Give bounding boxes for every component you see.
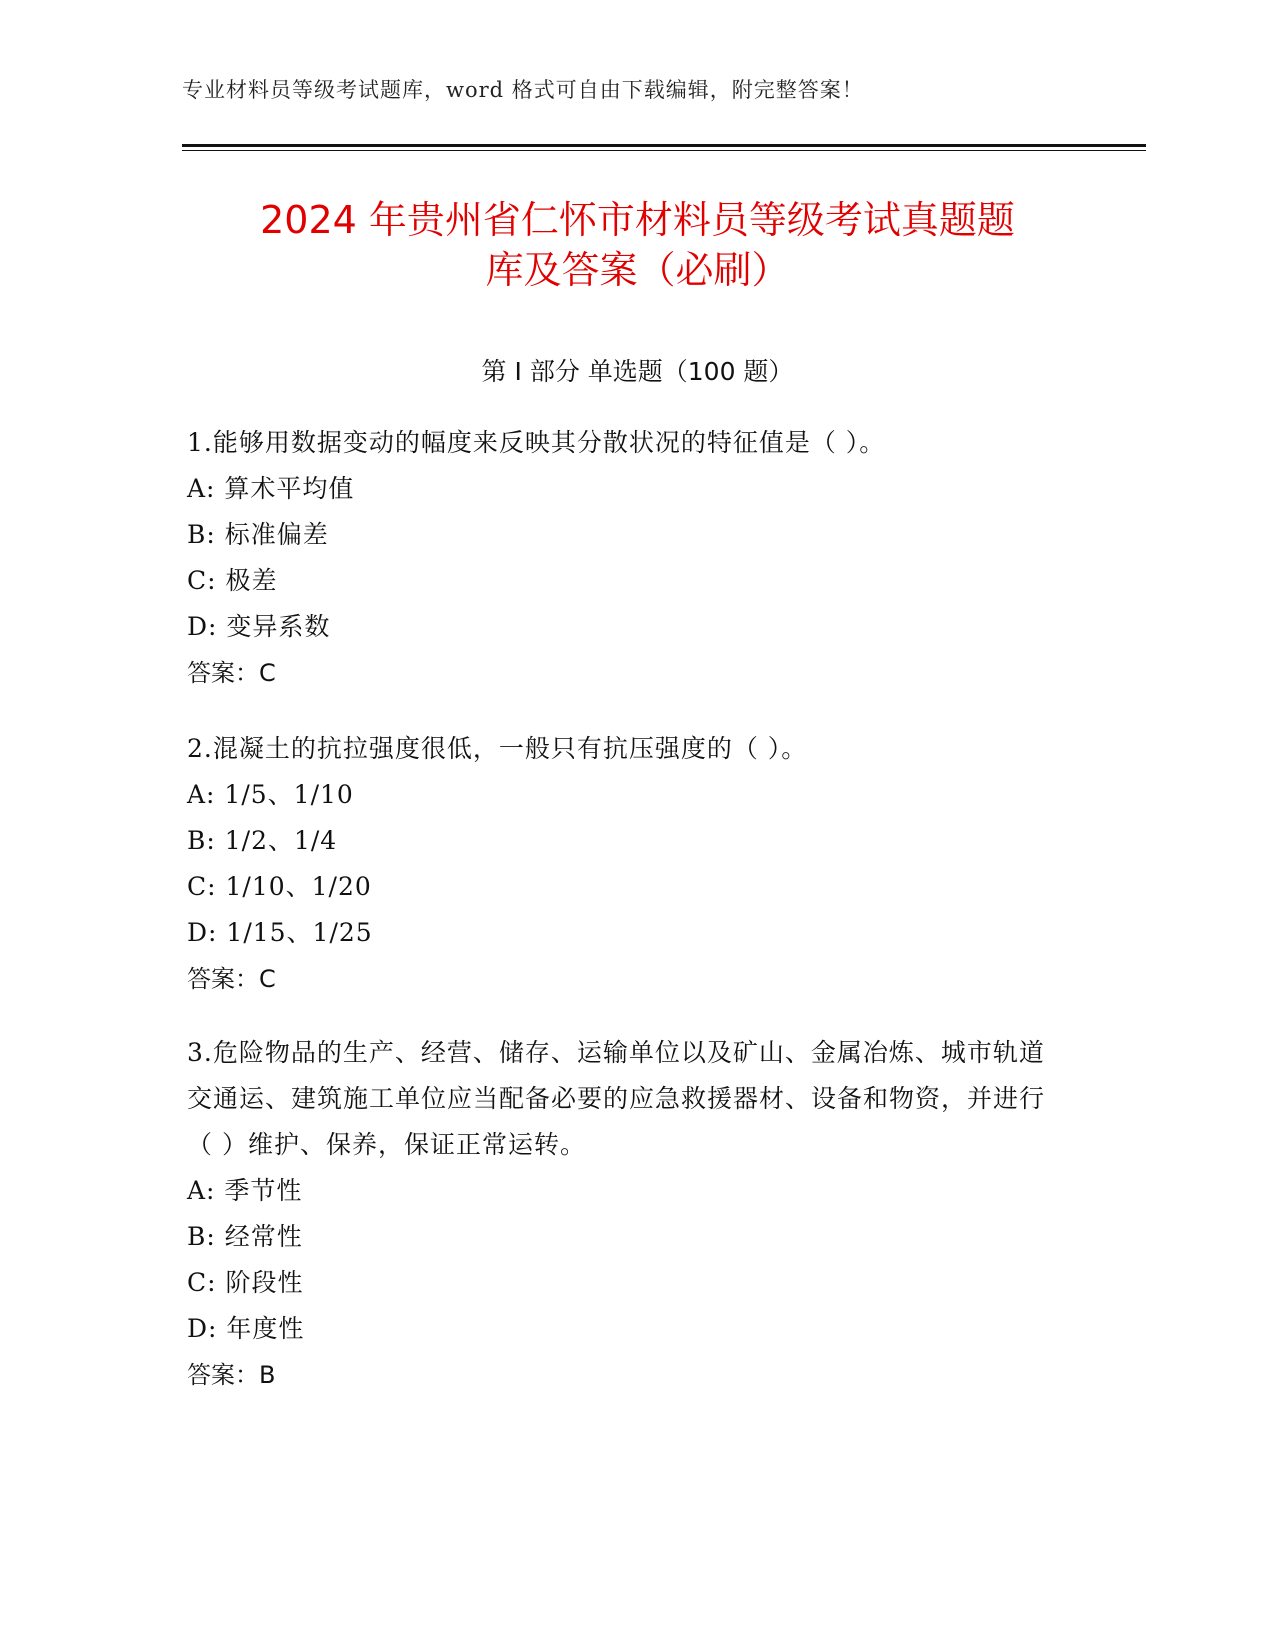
question-2 <box>187 726 1067 1002</box>
question-1 <box>187 420 1067 696</box>
answer: 答案：C <box>187 659 276 687</box>
option-d: D: 年度性 <box>187 1314 305 1343</box>
option-d: D: 变异系数 <box>187 612 331 641</box>
document-title-line-1: 2024 年贵州省仁怀市材料员等级考试真题题 <box>260 198 1015 242</box>
answer: 答案：C <box>187 965 276 993</box>
option-c: C: 极差 <box>187 566 278 595</box>
answer: 答案：B <box>187 1361 276 1389</box>
option-b: B: 经常性 <box>187 1222 303 1251</box>
header-note: 专业材料员等级考试题库，word 格式可自由下载编辑，附完整答案！ <box>182 78 864 102</box>
option-a: A: 算术平均值 <box>187 474 355 503</box>
question-stem: 2.混凝土的抗拉强度很低，一般只有抗压强度的（ ）。 <box>187 734 808 763</box>
option-a: A: 季节性 <box>187 1176 303 1205</box>
document-title <box>150 195 1125 295</box>
option-b: B: 1/2、1/4 <box>187 826 338 855</box>
section-title: 第 I 部分 单选题（100 题） <box>481 357 794 386</box>
option-c: C: 1/10、1/20 <box>187 872 372 901</box>
document-title-line-2: 库及答案（必刷） <box>485 248 790 292</box>
question-3 <box>187 1030 1067 1398</box>
question-stem: 3.危险物品的生产、经营、储存、运输单位以及矿山、金属冶炼、城市轨道交通运、建筑施工单位应当配备必要的应急救援器材、设备和物资，并进行（ ）维护、保养，保证正常运转。 <box>187 1038 1046 1159</box>
header-divider-thick <box>182 144 1146 147</box>
option-a: A: 1/5、1/10 <box>187 780 354 809</box>
option-b: B: 标准偏差 <box>187 520 329 549</box>
question-stem: 1.能够用数据变动的幅度来反映其分散状况的特征值是（ ）。 <box>187 428 886 457</box>
option-d: D: 1/15、1/25 <box>187 918 373 947</box>
option-c: C: 阶段性 <box>187 1268 304 1297</box>
header-divider-thin <box>182 150 1146 151</box>
